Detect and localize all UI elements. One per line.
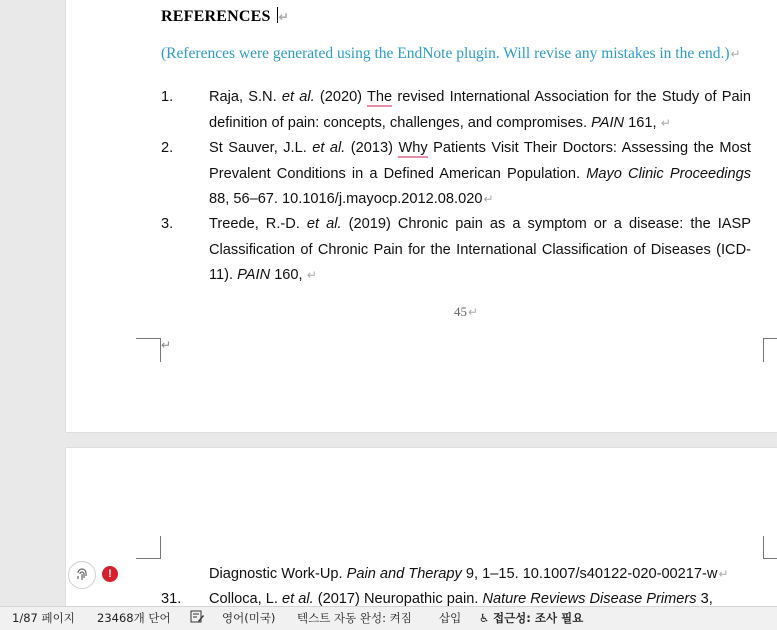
endnote-note: (References were generated using the EndNote plugin. Will revise any mistakes in the end.)↵ [161,45,741,62]
document-page[interactable] [66,448,777,606]
reference-number: 2. [161,140,174,156]
reference-text: Colloca, L. et al. (2017) Neuropathic pain. Nature Reviews Disease Primers 3, [209,587,751,606]
reference-number: 31. [161,591,182,606]
page-number: 45↵ [454,304,479,319]
paragraph-mark: ↵ [278,10,289,24]
text-cursor [277,7,278,23]
crop-mark [136,558,160,559]
reference-text: Diagnostic Work-Up. Pain and Therapy 9, 1–15. 10.1007/s40122-020-00217-w↵ [209,566,729,582]
paragraph-mark: ↵ [161,338,172,352]
language-indicator[interactable]: 영어(미국) [222,611,276,625]
insert-mode[interactable]: 삽입 [439,611,462,625]
paragraph-mark: ↵ [730,47,741,61]
crop-mark [763,338,764,362]
paragraph-mark: ↵ [483,192,494,206]
paragraph-mark: ↵ [657,115,671,130]
reference-number: 3. [161,216,174,232]
accessibility-status[interactable] [479,610,583,626]
crop-mark [763,338,777,339]
fingerprint-icon [74,567,90,583]
spelling-flagged-word[interactable]: Neuropathic [364,591,443,606]
fingerprint-icon[interactable] [68,561,96,589]
page-count[interactable]: 1/87 페이지 [12,611,75,625]
crop-mark [160,536,161,559]
references-heading: REFERENCES ↵ [161,8,289,25]
crop-mark [763,536,764,559]
paragraph-mark: ↵ [303,268,317,282]
crop-mark [763,558,777,559]
proofing-icon[interactable] [190,610,205,627]
spelling-flagged-word[interactable]: Why [398,140,428,156]
spelling-flagged-word[interactable]: The [367,89,393,105]
reference-text: St Sauver, J.L. et al. (2013) Why Patients Visit Their Doctors: Assessing the Most Prevalent Conditions in a Defined American Population. Mayo Clinic Proceedings 88, 56–67. 10.1016/j.mayocp.2012.08.020↵ [209,140,751,207]
reference-number: 1. [161,89,174,105]
status-bar [0,606,777,630]
accessibility-icon: ♿ [479,611,490,625]
autocomplete-status[interactable]: 텍스트 자동 완성: 켜짐 [297,611,412,625]
accessibility-label: 접근성: 조사 필요 [492,611,584,625]
word-count[interactable]: 23468개 단어 [97,611,171,625]
warning-icon[interactable]: ! [102,566,118,582]
reference-text: Treede, R.-D. et al. (2019) Chronic pain as a symptom or a disease: the IASP Classification of Chronic Pain for the International Classification of Diseases (ICD-11). PAIN 160, ↵ [209,216,751,283]
reference-text: Raja, S.N. et al. (2020) The revised International Association for the Study of Pain definition of pain: concepts, challenges, and compromises. PAIN 161, ↵ [209,89,751,131]
crop-mark [136,338,160,339]
paragraph-mark: ↵ [718,567,729,581]
document-page[interactable] [66,0,777,432]
